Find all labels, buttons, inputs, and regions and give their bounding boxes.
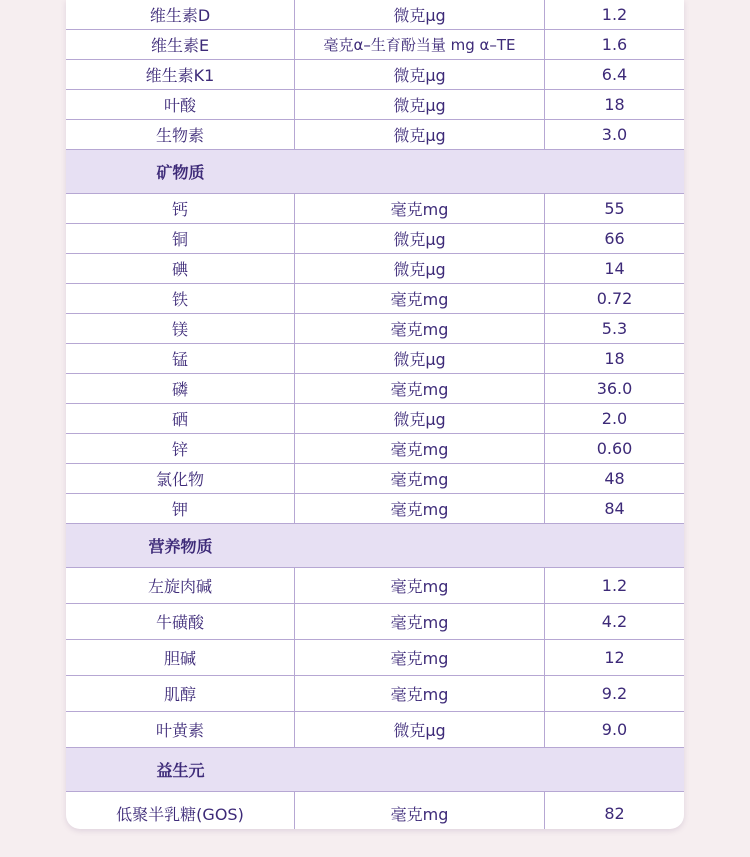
nutrient-value: 14 xyxy=(604,259,625,278)
nutrient-unit: 毫克mg xyxy=(295,676,545,711)
nutrient-value: 55 xyxy=(604,199,625,218)
table-row xyxy=(66,0,684,30)
table-row xyxy=(66,404,684,434)
nutrient-value: 3.0 xyxy=(601,125,628,144)
nutrient-unit: 毫克mg xyxy=(295,374,545,403)
nutrient-unit: 微克μg xyxy=(295,712,545,747)
nutrient-value: 48 xyxy=(604,469,625,488)
nutrient-unit: 微克μg xyxy=(295,254,545,283)
nutrient-value: 0.60 xyxy=(596,439,633,458)
table-row xyxy=(66,254,684,284)
nutrient-name: 生物素 xyxy=(66,120,295,149)
table-row xyxy=(66,374,684,404)
nutrient-unit: 微克μg xyxy=(295,0,545,29)
nutrient-value: 0.72 xyxy=(596,289,633,308)
table-row xyxy=(66,568,684,604)
table-row xyxy=(66,284,684,314)
nutrient-name: 铁 xyxy=(66,284,295,313)
nutrition-table xyxy=(66,0,684,829)
section-header-prebiotics xyxy=(66,748,684,792)
table-row xyxy=(66,604,684,640)
nutrient-unit: 毫克mg xyxy=(295,604,545,639)
nutrient-value: 2.0 xyxy=(601,409,628,428)
nutrient-name: 钾 xyxy=(66,494,295,523)
nutrient-unit: 毫克mg xyxy=(295,194,545,223)
nutrient-value: 1.2 xyxy=(601,5,628,24)
table-row xyxy=(66,194,684,224)
nutrient-name: 叶黄素 xyxy=(66,712,295,747)
nutrient-unit: 毫克α–生育酚当量 mg α–TE xyxy=(295,30,545,59)
nutrient-name: 叶酸 xyxy=(66,90,295,119)
nutrient-unit: 毫克mg xyxy=(295,284,545,313)
section-header-nutrients xyxy=(66,524,684,568)
nutrient-name: 锰 xyxy=(66,344,295,373)
table-row xyxy=(66,640,684,676)
nutrient-value: 9.2 xyxy=(601,684,628,703)
nutrient-name: 氯化物 xyxy=(66,464,295,493)
table-row xyxy=(66,712,684,748)
nutrient-value: 82 xyxy=(604,803,625,823)
nutrient-name: 硒 xyxy=(66,404,295,433)
table-row xyxy=(66,120,684,150)
nutrient-unit: 毫克mg xyxy=(295,568,545,603)
table-row xyxy=(66,344,684,374)
nutrient-name: 铜 xyxy=(66,224,295,253)
nutrient-name: 磷 xyxy=(66,374,295,403)
section-title: 益生元 xyxy=(156,761,205,780)
nutrient-value: 18 xyxy=(604,95,625,114)
nutrient-value: 1.6 xyxy=(601,35,628,54)
nutrient-name: 肌醇 xyxy=(66,676,295,711)
nutrient-unit: 微克μg xyxy=(295,224,545,253)
nutrient-value: 1.2 xyxy=(601,576,628,595)
nutrient-unit: 毫克mg xyxy=(295,640,545,675)
nutrient-name: 牛磺酸 xyxy=(66,604,295,639)
table-row xyxy=(66,676,684,712)
nutrient-name: 维生素E xyxy=(66,30,295,59)
nutrient-value: 84 xyxy=(604,499,625,518)
table-row xyxy=(66,60,684,90)
nutrient-value: 36.0 xyxy=(596,379,633,398)
table-row xyxy=(66,30,684,60)
table-row xyxy=(66,494,684,524)
nutrient-unit: 毫克mg xyxy=(295,464,545,493)
nutrient-value: 66 xyxy=(604,229,625,248)
nutrient-unit: 毫克mg xyxy=(295,314,545,343)
nutrient-name: 维生素K1 xyxy=(66,60,295,89)
section-title: 营养物质 xyxy=(148,537,213,556)
table-row xyxy=(66,464,684,494)
nutrient-value: 5.3 xyxy=(601,319,628,338)
nutrient-unit: 毫克mg xyxy=(295,792,545,829)
nutrient-unit: 微克μg xyxy=(295,344,545,373)
nutrient-name: 左旋肉碱 xyxy=(66,568,295,603)
table-row xyxy=(66,792,684,829)
nutrient-value: 9.0 xyxy=(601,720,628,739)
nutrient-unit: 微克μg xyxy=(295,60,545,89)
table-row xyxy=(66,90,684,120)
nutrient-value: 4.2 xyxy=(601,612,628,631)
nutrient-name: 胆碱 xyxy=(66,640,295,675)
nutrient-name: 低聚半乳糖(GOS) xyxy=(66,792,295,829)
section-title: 矿物质 xyxy=(156,163,205,182)
nutrient-name: 维生素D xyxy=(66,0,295,29)
nutrient-value: 12 xyxy=(604,648,625,667)
nutrient-name: 碘 xyxy=(66,254,295,283)
nutrient-unit: 微克μg xyxy=(295,404,545,433)
nutrient-unit: 毫克mg xyxy=(295,494,545,523)
nutrient-name: 钙 xyxy=(66,194,295,223)
section-header-minerals xyxy=(66,150,684,194)
nutrient-value: 18 xyxy=(604,349,625,368)
table-row xyxy=(66,314,684,344)
nutrient-name: 镁 xyxy=(66,314,295,343)
nutrient-value: 6.4 xyxy=(601,65,628,84)
nutrient-unit: 毫克mg xyxy=(295,434,545,463)
nutrient-unit: 微克μg xyxy=(295,90,545,119)
nutrient-unit: 微克μg xyxy=(295,120,545,149)
table-row xyxy=(66,224,684,254)
table-row xyxy=(66,434,684,464)
nutrient-name: 锌 xyxy=(66,434,295,463)
